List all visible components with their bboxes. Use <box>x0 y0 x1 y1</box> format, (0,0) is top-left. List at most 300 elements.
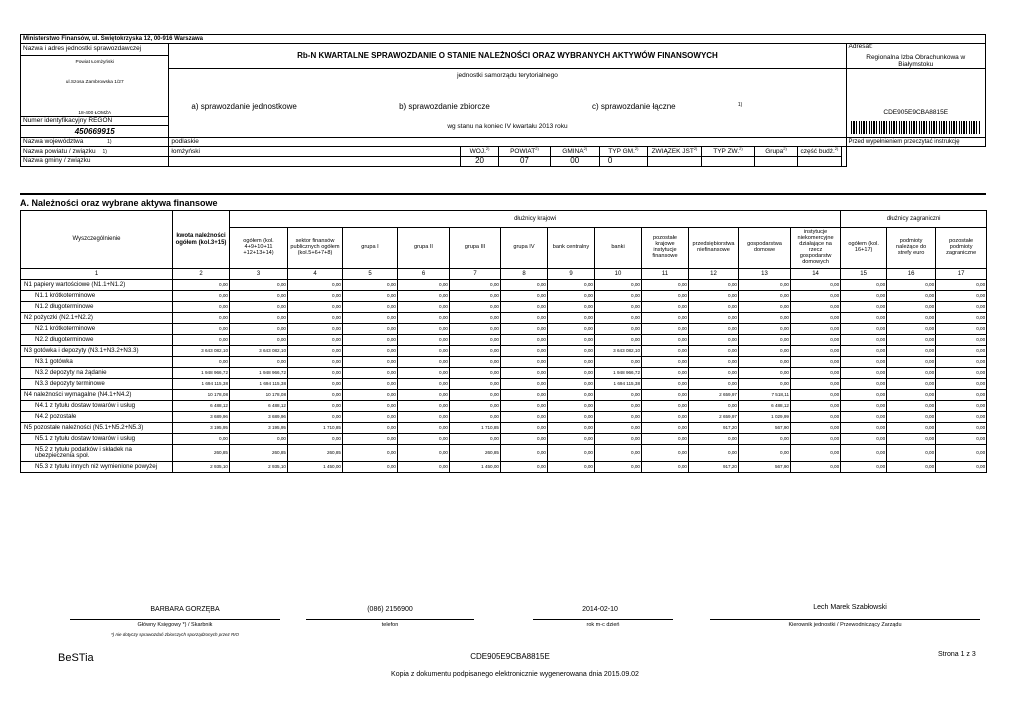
phone-value: (086) 2156900 <box>367 606 413 613</box>
cell-value: 0,00 <box>548 357 595 368</box>
cell-value: 0,00 <box>288 280 343 291</box>
cell-value: 0,00 <box>642 313 689 324</box>
column-number: 6 <box>398 269 450 280</box>
cell-value: 0,00 <box>501 390 548 401</box>
cell-value: 0,00 <box>739 324 791 335</box>
row-label: N5.3 z tytułu innych niż wymienione powyżej <box>21 462 173 473</box>
cell-value: 0,00 <box>548 335 595 346</box>
cell-value: 0,00 <box>548 302 595 313</box>
cell-value: 1 694 115,38 <box>173 379 230 390</box>
cell-value: 0,00 <box>501 379 548 390</box>
cell-value: 0,00 <box>841 357 887 368</box>
column-header: ogółem (kol. 16+17) <box>841 228 887 269</box>
cell-value: 0,00 <box>791 423 841 434</box>
cell-value: 0,00 <box>501 346 548 357</box>
row-label: N2.2 długoterminowe <box>21 335 173 346</box>
code-value-typ-zw <box>702 157 755 166</box>
cell-value: 0,00 <box>791 346 841 357</box>
cell-value: 0,00 <box>230 434 288 445</box>
accountant-role: Główny Księgowy *) / Skarbnik <box>137 622 213 628</box>
cell-value: 0,00 <box>548 280 595 291</box>
cell-value: 0,00 <box>230 291 288 302</box>
accountant-note: *) nie dotyczy sprawozdań zbiorczych sporządzonych przez RIO <box>110 632 240 637</box>
cell-value: 0,00 <box>841 379 887 390</box>
cell-value: 3 689,96 <box>230 412 288 423</box>
cell-value: 0,00 <box>936 291 987 302</box>
cell-value: 0,00 <box>739 445 791 462</box>
cell-value: 0,00 <box>398 462 450 473</box>
cell-value: 10 178,08 <box>173 390 230 401</box>
cell-value: 0,00 <box>739 302 791 313</box>
cell-value: 0,00 <box>548 291 595 302</box>
cell-value: 0,00 <box>689 445 739 462</box>
cell-value: 1 710,85 <box>288 423 343 434</box>
cell-value: 10 178,08 <box>230 390 288 401</box>
cell-value: 3 643 082,10 <box>173 346 230 357</box>
regon-value: 450669915 <box>21 126 169 138</box>
cell-value: 260,85 <box>450 445 501 462</box>
column-number: 17 <box>936 269 987 280</box>
cell-value: 0,00 <box>288 324 343 335</box>
cell-value: 0,00 <box>936 423 987 434</box>
cell-value: 0,00 <box>887 335 936 346</box>
cell-value: 0,00 <box>548 445 595 462</box>
column-header: gospodarstwa domowe <box>739 228 791 269</box>
phone-line <box>306 619 474 620</box>
cell-value: 0,00 <box>230 357 288 368</box>
row-label: N2.1 krótkoterminowe <box>21 324 173 335</box>
cell-value: 0,00 <box>548 423 595 434</box>
cell-value: 0,00 <box>936 280 987 291</box>
cell-value: 0,00 <box>887 280 936 291</box>
voivodeship-row: Nazwa województwa 1) <box>21 138 169 147</box>
column-number: 13 <box>739 269 791 280</box>
cell-value: 0,00 <box>450 434 501 445</box>
cell-value: 0,00 <box>642 346 689 357</box>
cell-value: 0,00 <box>642 368 689 379</box>
row-label: N3.1 gotówka <box>21 357 173 368</box>
cell-value: 0,00 <box>501 357 548 368</box>
cell-value: 2 659,97 <box>689 412 739 423</box>
cell-value: 0,00 <box>791 390 841 401</box>
cell-value: 0,00 <box>343 379 398 390</box>
cell-value: 0,00 <box>887 346 936 357</box>
cell-value: 0,00 <box>689 280 739 291</box>
column-header: pozostałe podmioty zagraniczne <box>936 228 987 269</box>
cell-value: 0,00 <box>450 401 501 412</box>
cell-value: 0,00 <box>501 423 548 434</box>
column-header: instytucje niekomercyjne działające na rzecz gospodarstw domowych <box>791 228 841 269</box>
cell-value: 0,00 <box>173 434 230 445</box>
cell-value: 0,00 <box>343 280 398 291</box>
cell-value: 0,00 <box>595 423 642 434</box>
cell-value: 0,00 <box>343 445 398 462</box>
cell-value: 0,00 <box>791 335 841 346</box>
report-subtitle: jednostki samorządu terytorialnego <box>169 69 846 97</box>
table-row <box>21 462 987 473</box>
cell-value: 0,00 <box>288 390 343 401</box>
cell-value: 0,00 <box>841 434 887 445</box>
cell-value: 0,00 <box>887 379 936 390</box>
voivodeship-value: podlaskie <box>169 138 846 147</box>
cell-value: 0,00 <box>689 335 739 346</box>
cell-value: 0,00 <box>595 445 642 462</box>
cell-value: 0,00 <box>398 423 450 434</box>
cell-value: 0,00 <box>739 291 791 302</box>
cell-value: 0,00 <box>501 462 548 473</box>
cell-value: 0,00 <box>841 280 887 291</box>
cell-value: 0,00 <box>398 412 450 423</box>
cell-value: 0,00 <box>288 434 343 445</box>
cell-value: 0,00 <box>887 412 936 423</box>
cell-value: 260,85 <box>230 445 288 462</box>
header-krajowi: dłużnicy krajowi <box>230 211 841 228</box>
cell-value: 0,00 <box>887 390 936 401</box>
column-number: 3 <box>230 269 288 280</box>
report-title: Rb-N KWARTALNE SPRAWOZDANIE O STANIE NALEŻNOŚCI ORAZ WYBRANYCH AKTYWÓW FINANSOWYCH <box>169 44 846 69</box>
report-state: wg stanu na koniec IV kwartału 2013 roku <box>169 117 846 138</box>
cell-value: 0,00 <box>595 302 642 313</box>
code-value-czesc <box>798 157 841 166</box>
column-header: przedsiębiorstwa niefinansowe <box>689 228 739 269</box>
cell-value: 0,00 <box>841 335 887 346</box>
cell-value: 0,00 <box>642 390 689 401</box>
cell-value: 0,00 <box>501 324 548 335</box>
manager-role: Kierownik jednostki / Przewodniczący Zarządu <box>788 622 902 628</box>
cell-value: 0,00 <box>343 401 398 412</box>
cell-value: 0,00 <box>501 313 548 324</box>
header-wyszczegolnienie: Wyszczególnienie <box>21 211 173 269</box>
code-label-woj: WOJ.$^{2)}$ <box>460 147 498 157</box>
cell-value: 0,00 <box>288 401 343 412</box>
cell-value: 0,00 <box>288 368 343 379</box>
cell-value: 0,00 <box>887 368 936 379</box>
cell-value: 0,00 <box>841 390 887 401</box>
column-header: sektor finansów publicznych ogółem (kol.5+6+7+8) <box>288 228 343 269</box>
cell-value: 567,90 <box>739 462 791 473</box>
cell-value: 0,00 <box>398 368 450 379</box>
code-value-grupa <box>754 157 797 166</box>
table-row <box>21 379 987 390</box>
cell-value: 0,00 <box>288 291 343 302</box>
cell-value: 0,00 <box>791 357 841 368</box>
column-number: 14 <box>791 269 841 280</box>
cell-value: 0,00 <box>791 280 841 291</box>
cell-value: 0,00 <box>936 368 987 379</box>
adresat-value: Regionalna Izba Obrachunkowa w Białymstoku <box>866 53 966 68</box>
table-row <box>21 302 987 313</box>
cell-value: 0,00 <box>887 401 936 412</box>
cell-value: 0,00 <box>936 379 987 390</box>
footnote-1: 1) <box>737 101 743 108</box>
column-header: podmioty należące do strefy euro <box>887 228 936 269</box>
cell-value: 0,00 <box>595 357 642 368</box>
cell-value: 0,00 <box>450 335 501 346</box>
cell-value: 0,00 <box>887 423 936 434</box>
cell-value: 0,00 <box>936 462 987 473</box>
cell-value: 0,00 <box>642 434 689 445</box>
code-label-grupa: Grupa$^{2)}$ <box>754 147 797 157</box>
report-date: 2014-02-10 <box>582 606 618 613</box>
cell-value: 0,00 <box>173 280 230 291</box>
cell-value: 0,00 <box>689 368 739 379</box>
cell-value: 0,00 <box>936 335 987 346</box>
cell-value: 3 643 082,10 <box>595 346 642 357</box>
option-laczne: c) sprawozdanie łączne <box>592 101 676 111</box>
cell-value: 260,85 <box>173 445 230 462</box>
code-value-woj: 20 <box>460 157 498 166</box>
cell-value: 0,00 <box>398 335 450 346</box>
header-zagraniczni: dłużnicy zagraniczni <box>841 211 987 228</box>
cell-value: 0,00 <box>689 379 739 390</box>
cell-value: 0,00 <box>173 357 230 368</box>
cell-value: 0,00 <box>791 401 841 412</box>
date-label: rok m-c dzień <box>586 622 620 628</box>
cell-value: 0,00 <box>887 291 936 302</box>
cell-value: 0,00 <box>595 462 642 473</box>
cell-value: 0,00 <box>739 379 791 390</box>
row-label: N4.2 pozostałe <box>21 412 173 423</box>
cell-value: 0,00 <box>450 346 501 357</box>
cell-value: 0,00 <box>739 335 791 346</box>
cell-value: 0,00 <box>595 401 642 412</box>
bestia-logo: BeSTia <box>58 652 94 664</box>
cell-value: 0,00 <box>450 368 501 379</box>
column-number: 16 <box>887 269 936 280</box>
code-label-typ-gm: TYP GM.$^{2)}$ <box>599 147 647 157</box>
cell-value: 0,00 <box>548 379 595 390</box>
table-row <box>21 445 987 462</box>
date-line <box>533 619 673 620</box>
cell-value: 0,00 <box>936 324 987 335</box>
code-value-gmina: 00 <box>550 157 599 166</box>
option-zbiorcze: b) sprawozdanie zbiorcze <box>399 101 490 111</box>
code-label-powiat: POWIAT$^{2)}$ <box>499 147 550 157</box>
cell-value: 0,00 <box>887 357 936 368</box>
cell-value: 0,00 <box>343 390 398 401</box>
cell-value: 0,00 <box>343 434 398 445</box>
cell-value: 3 195,95 <box>173 423 230 434</box>
cell-value: 0,00 <box>841 462 887 473</box>
cell-value: 0,00 <box>398 291 450 302</box>
cell-value: 0,00 <box>887 462 936 473</box>
cell-value: 0,00 <box>887 302 936 313</box>
gmina-label: Nazwa gminy / związku <box>21 157 169 166</box>
cell-value: 1 450,00 <box>450 462 501 473</box>
cell-value: 0,00 <box>343 291 398 302</box>
table-row <box>21 423 987 434</box>
cell-value: 0,00 <box>343 335 398 346</box>
cell-value: 0,00 <box>288 346 343 357</box>
cell-value: 0,00 <box>450 302 501 313</box>
cell-value: 0,00 <box>642 302 689 313</box>
column-header: bank centralny <box>548 228 595 269</box>
column-number: 1 <box>21 269 173 280</box>
cell-value: 0,00 <box>642 291 689 302</box>
cell-value: 0,00 <box>791 324 841 335</box>
option-jednostkowe: a) sprawozdanie jednostkowe <box>191 101 297 111</box>
unit-name: Powiat Łomżyński <box>21 55 169 69</box>
cell-value: 0,00 <box>689 291 739 302</box>
row-label: N4 należności wymagalne (N4.1+N4.2) <box>21 390 173 401</box>
column-number: 10 <box>595 269 642 280</box>
cell-value: 0,00 <box>343 462 398 473</box>
row-label: N5.2 z tytułu podatków i składek na ubezpieczenia społ. <box>21 445 173 462</box>
cell-value: 0,00 <box>343 368 398 379</box>
code-value-typ-gm: 0 <box>599 157 647 166</box>
cell-value: 0,00 <box>548 462 595 473</box>
cell-value: 3 689,96 <box>173 412 230 423</box>
cell-value: 0,00 <box>689 324 739 335</box>
cell-value: 0,00 <box>642 357 689 368</box>
cell-value: 0,00 <box>501 280 548 291</box>
row-label: N2 pożyczki (N2.1+N2.2) <box>21 313 173 324</box>
column-number: 15 <box>841 269 887 280</box>
cell-value: 0,00 <box>936 412 987 423</box>
row-label: N4.1 z tytułu dostaw towarów i usług <box>21 401 173 412</box>
cell-value: 0,00 <box>841 291 887 302</box>
row-label: N1.2 długoterminowe <box>21 302 173 313</box>
column-header: grupa III <box>450 228 501 269</box>
cell-value: 0,00 <box>548 390 595 401</box>
cell-value: 6 488,12 <box>173 401 230 412</box>
section-a-title: A. Należności oraz wybrane aktywa finansowe <box>20 198 218 208</box>
footer-document-code: CDE905E9CBA8815E <box>470 652 550 661</box>
adresat-box <box>846 44 985 69</box>
row-label: N3.3 depozyty terminowe <box>21 379 173 390</box>
cell-value: 0,00 <box>689 434 739 445</box>
cell-value: 0,00 <box>288 379 343 390</box>
cell-value: 0,00 <box>230 324 288 335</box>
table-row <box>21 313 987 324</box>
table-row <box>21 412 987 423</box>
table-row <box>21 346 987 357</box>
column-header: grupa IV <box>501 228 548 269</box>
code-label-czesc: część budż.$^{2)}$ <box>798 147 841 157</box>
cell-value: 0,00 <box>343 412 398 423</box>
table-row <box>21 401 987 412</box>
table-row <box>21 335 987 346</box>
code-label-typ-zw: TYP ZW.$^{2)}$ <box>702 147 755 157</box>
cell-value: 7 518,11 <box>739 390 791 401</box>
cell-value: 0,00 <box>642 412 689 423</box>
regon-label: Numer identyfikacyjny REGON <box>21 117 169 126</box>
cell-value: 0,00 <box>450 313 501 324</box>
code-value-zwiazek <box>647 157 701 166</box>
barcode <box>846 117 985 138</box>
cell-value: 1 948 966,72 <box>595 368 642 379</box>
row-label: N1 papiery wartościowe (N1.1+N1.2) <box>21 280 173 291</box>
cell-value: 0,00 <box>173 324 230 335</box>
cell-value: 0,00 <box>450 324 501 335</box>
accountant-signature-line <box>70 619 280 620</box>
cell-value: 0,00 <box>450 379 501 390</box>
cell-value: 0,00 <box>398 357 450 368</box>
cell-value: 0,00 <box>398 313 450 324</box>
section-divider <box>20 193 986 195</box>
cell-value: 0,00 <box>450 291 501 302</box>
cell-value: 0,00 <box>501 412 548 423</box>
powiat-row: Nazwa powiatu / związku 1) <box>21 147 169 157</box>
cell-value: 0,00 <box>398 390 450 401</box>
cell-value: 0,00 <box>548 401 595 412</box>
cell-value: 0,00 <box>230 302 288 313</box>
cell-value: 0,00 <box>288 313 343 324</box>
cell-value: 0,00 <box>501 401 548 412</box>
cell-value: 0,00 <box>936 302 987 313</box>
cell-value: 6 488,12 <box>230 401 288 412</box>
cell-value: 0,00 <box>398 302 450 313</box>
cell-value: 0,00 <box>841 346 887 357</box>
cell-value: 0,00 <box>501 291 548 302</box>
powiat-label: Nazwa powiatu / związku <box>23 147 96 155</box>
cell-value: 1 450,00 <box>288 462 343 473</box>
row-label: N5.1 z tytułu dostaw towarów i usług <box>21 434 173 445</box>
cell-value: 0,00 <box>230 313 288 324</box>
cell-value: 1 694 115,38 <box>595 379 642 390</box>
cell-value: 0,00 <box>689 302 739 313</box>
cell-value: 0,00 <box>689 346 739 357</box>
table-row <box>21 368 987 379</box>
table-row <box>21 357 987 368</box>
cell-value: 0,00 <box>791 462 841 473</box>
unit-city: 18-400 ŁOMŻA <box>21 97 169 117</box>
cell-value: 0,00 <box>887 445 936 462</box>
cell-value: 0,00 <box>343 324 398 335</box>
table-row <box>21 280 987 291</box>
column-number: 12 <box>689 269 739 280</box>
voivodeship-label: Nazwa województwa <box>23 138 84 146</box>
cell-value: 0,00 <box>548 324 595 335</box>
manager-signature-line <box>710 619 980 620</box>
cell-value: 0,00 <box>501 368 548 379</box>
cell-value: 0,00 <box>288 302 343 313</box>
cell-value: 1 948 966,72 <box>230 368 288 379</box>
cell-value: 0,00 <box>689 401 739 412</box>
cell-value: 0,00 <box>739 434 791 445</box>
cell-value: 6 488,12 <box>739 401 791 412</box>
cell-value: 0,00 <box>230 335 288 346</box>
cell-value: 0,00 <box>841 324 887 335</box>
cell-value: 0,00 <box>595 335 642 346</box>
cell-value: 0,00 <box>642 401 689 412</box>
adresat-label: Adresat: <box>848 43 873 50</box>
cell-value: 0,00 <box>548 368 595 379</box>
cell-value: 2 659,97 <box>689 390 739 401</box>
cell-value: 1 710,85 <box>450 423 501 434</box>
header-kwota: kwota należności ogółem (kol.3+15) <box>173 211 230 269</box>
powiat-value: łomżyński <box>169 147 460 157</box>
report-header <box>20 34 986 167</box>
table-row <box>21 324 987 335</box>
cell-value: 0,00 <box>642 445 689 462</box>
column-number: 7 <box>450 269 501 280</box>
cell-value: 0,00 <box>791 313 841 324</box>
cell-value: 0,00 <box>343 346 398 357</box>
cell-value: 0,00 <box>841 401 887 412</box>
cell-value: 0,00 <box>230 280 288 291</box>
column-header: grupa I <box>343 228 398 269</box>
cell-value: 0,00 <box>936 346 987 357</box>
cell-value: 0,00 <box>595 291 642 302</box>
cell-value: 0,00 <box>689 357 739 368</box>
receivables-table <box>20 210 987 473</box>
cell-value: 0,00 <box>450 357 501 368</box>
cell-value: 0,00 <box>173 291 230 302</box>
cell-value: 0,00 <box>841 445 887 462</box>
cell-value: 0,00 <box>398 445 450 462</box>
cell-value: 0,00 <box>739 346 791 357</box>
